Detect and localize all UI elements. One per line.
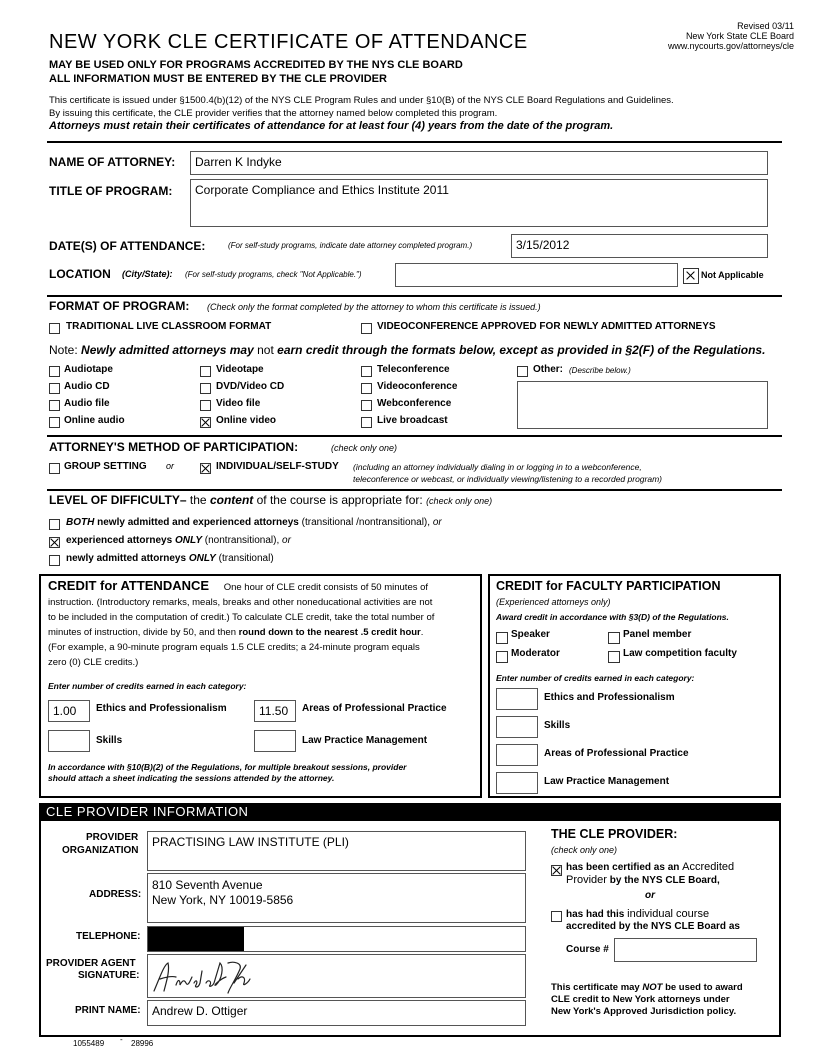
cert1-d: by the NYS CLE Board, <box>609 875 720 886</box>
credit-text-e: round down to the nearest .5 credit hour <box>238 627 421 638</box>
panel-member-checkbox[interactable] <box>608 632 620 644</box>
location-label: LOCATION <box>49 267 111 281</box>
intro-text-1: This certificate is issued under §1500.4(b)(12) of the NYS CLE Program Rules and under §10(B) of the NYS CLE Board Regulations and Guidelines. <box>49 95 674 106</box>
other-label: Other: <box>533 364 563 375</box>
audio-file-checkbox[interactable] <box>49 400 60 411</box>
panel-member-label: Panel member <box>623 629 692 640</box>
divider <box>47 489 782 491</box>
address-line-2: New York, NY 10019-5856 <box>152 893 294 907</box>
signature-label-1: PROVIDER AGENT <box>46 958 136 969</box>
difficulty-the: the <box>189 493 207 507</box>
difficulty-heading <box>49 493 492 507</box>
board-url: www.nycourts.gov/attorneys/cle <box>667 41 794 51</box>
revised-date: Revised 03/11 <box>737 21 794 31</box>
breakout-note-1: In accordance with §10(B)(2) of the Regulations, for multiple breakout sessions, provider <box>48 762 407 772</box>
dates-label: DATE(S) OF ATTENDANCE: <box>49 239 206 253</box>
cle-or: or <box>645 890 655 901</box>
subtitle-provider: ALL INFORMATION MUST BE ENTERED BY THE CLE PROVIDER <box>49 73 387 85</box>
group-setting-checkbox[interactable] <box>49 463 60 474</box>
cle-provider-heading: THE CLE PROVIDER: <box>551 827 678 841</box>
difficulty-rest: of the course is appropriate for: <box>256 493 423 507</box>
live-broadcast-checkbox[interactable] <box>361 417 372 428</box>
faculty-ethics-label: Ethics and Professionalism <box>544 692 675 703</box>
individual-note-2: teleconference or webcast, or individually viewing/listening to a recorded program) <box>353 474 662 484</box>
ethics-credits-label: Ethics and Professionalism <box>96 703 227 714</box>
divider <box>47 435 782 437</box>
format-note: (Check only the format completed by the attorney to whom this certificate is issued.) <box>207 302 541 312</box>
cert2-b: individual course <box>627 908 710 920</box>
video-file-checkbox[interactable] <box>200 400 211 411</box>
divider <box>47 295 782 297</box>
skills-credits-field[interactable] <box>48 730 90 752</box>
telephone-redaction <box>148 927 244 951</box>
videotape-label: Videotape <box>216 364 264 375</box>
lpm-credits-label: Law Practice Management <box>302 735 428 746</box>
faculty-heading: CREDIT for FACULTY PARTICIPATION <box>496 579 721 593</box>
credit-text-a: One hour of CLE credit consists of 50 minutes of <box>223 582 429 593</box>
cert1-c: Provider <box>566 874 607 886</box>
board-name: New York State CLE Board <box>685 31 794 41</box>
attorney-name-field[interactable]: Darren K Indyke <box>190 151 768 175</box>
check-mark-icon <box>686 271 697 282</box>
accredited-provider-checkbox[interactable] <box>551 865 562 876</box>
experienced-checkbox[interactable] <box>49 537 60 548</box>
videoconference2-label: Videoconference <box>377 381 458 392</box>
enter-credits-label: Enter number of credits earned in each category: <box>48 681 247 691</box>
faculty-lpm-label: Law Practice Management <box>544 776 670 787</box>
difficulty-content: content <box>209 493 254 507</box>
moderator-checkbox[interactable] <box>496 651 508 663</box>
signature-label-2: SIGNATURE: <box>78 970 140 981</box>
address-line-1: 810 Seventh Avenue <box>152 878 263 892</box>
credit-text-d: minutes of instruction, divide by 50, and then <box>48 627 237 638</box>
accredited-provider-label <box>566 861 766 887</box>
audio-cd-label: Audio CD <box>64 381 110 392</box>
signature-field[interactable] <box>147 954 526 998</box>
individual-checkbox[interactable] <box>200 463 211 474</box>
format-heading: FORMAT OF PROGRAM: <box>49 299 190 313</box>
individual-note-1: (including an attorney individually dialing in or logging in to a webconference, <box>353 462 642 472</box>
policy-a: This certificate may <box>551 982 640 993</box>
videoconference-checkbox[interactable] <box>361 323 372 334</box>
course-number-label: Course # <box>566 944 609 955</box>
lpm-credits-field[interactable] <box>254 730 296 752</box>
dates-field[interactable]: 3/15/2012 <box>511 234 768 258</box>
audiotape-checkbox[interactable] <box>49 366 60 377</box>
divider <box>47 141 782 143</box>
dvd-label: DVD/Video CD <box>216 381 285 392</box>
speaker-label: Speaker <box>511 629 550 640</box>
online-audio-checkbox[interactable] <box>49 417 60 428</box>
teleconference-checkbox[interactable] <box>361 366 372 377</box>
provider-org-field[interactable]: PRACTISING LAW INSTITUTE (PLI) <box>147 831 526 871</box>
note-prefix: Note: <box>49 343 78 357</box>
participation-heading: ATTORNEY'S METHOD OF PARTICIPATION: <box>49 440 299 454</box>
print-name-label: PRINT NAME: <box>75 1005 141 1016</box>
webconference-checkbox[interactable] <box>361 400 372 411</box>
policy-text <box>551 982 743 1018</box>
not-applicable-checkbox[interactable] <box>683 268 699 284</box>
participation-note: (check only one) <box>331 443 398 453</box>
live-broadcast-label: Live broadcast <box>377 415 448 426</box>
org-label-1: PROVIDER <box>86 832 139 843</box>
online-audio-label: Online audio <box>64 415 125 426</box>
experienced-text: experienced attorneys <box>66 535 173 546</box>
both-text: BOTH <box>66 517 95 528</box>
individual-label: INDIVIDUAL/SELF-STUDY <box>216 461 339 472</box>
policy-d: CLE credit to New York attorneys under <box>551 994 730 1005</box>
footer-id-2: 28996 <box>131 1039 154 1048</box>
faculty-skills-field[interactable] <box>496 716 538 738</box>
newly-transitional: (transitional) <box>218 553 274 564</box>
credit-text-f: . <box>420 627 424 638</box>
both-or: or <box>432 517 442 528</box>
audio-cd-checkbox[interactable] <box>49 383 60 394</box>
location-sub: (City/State): <box>122 269 173 279</box>
law-competition-checkbox[interactable] <box>608 651 620 663</box>
audio-file-label: Audio file <box>64 398 110 409</box>
law-competition-label: Law competition faculty <box>623 648 737 659</box>
online-video-label: Online video <box>216 415 277 426</box>
or-text: or <box>166 461 175 471</box>
policy-c: be used to award <box>665 982 743 993</box>
provider-banner-text: CLE PROVIDER INFORMATION <box>46 804 249 819</box>
footer-id-1: 1055489 <box>73 1039 105 1048</box>
online-video-checkbox[interactable] <box>200 417 211 428</box>
note-may: Newly admitted attorneys may <box>81 343 254 357</box>
both-label <box>66 517 442 528</box>
cert1-b: Accredited <box>682 861 735 873</box>
videoconference-label: VIDEOCONFERENCE APPROVED FOR NEWLY ADMITTED ATTORNEYS <box>377 321 716 332</box>
not-applicable-label: Not Applicable <box>701 270 764 280</box>
audiotape-label: Audiotape <box>64 364 113 375</box>
difficulty-level: LEVEL OF DIFFICULTY– <box>49 493 187 507</box>
note-not: not <box>257 343 274 357</box>
credit-text-g: (For example, a 90-minute program equals 1.5 CLE credits; a 24-minute program equals <box>48 642 420 653</box>
cert1-a: has been certified as an <box>566 862 680 873</box>
credit-text-c: to be included in the computation of credit.) To calculate CLE credit, take the total number of <box>48 612 435 623</box>
location-field[interactable] <box>395 263 678 287</box>
breakout-note-2: should attach a sheet indicating the sessions attended by the attorney. <box>48 773 335 783</box>
faculty-areas-field[interactable] <box>496 744 538 766</box>
location-note: (For self-study programs, check "Not Applicable.") <box>185 270 362 279</box>
program-title-field[interactable]: Corporate Compliance and Ethics Institute 2011 <box>190 179 768 227</box>
other-note: (Describe below.) <box>569 366 631 375</box>
traditional-label: TRADITIONAL LIVE CLASSROOM FORMAT <box>66 321 272 332</box>
address-label: ADDRESS: <box>89 889 142 900</box>
individual-course-label <box>566 908 776 933</box>
experienced-only: ONLY <box>174 535 202 546</box>
print-name-field[interactable]: Andrew D. Ottiger <box>147 1000 526 1026</box>
note-rest: earn credit through the formats below, except as provided in §2(F) of the Regulations. <box>277 343 766 357</box>
credit-text-h: zero (0) CLE credits.) <box>48 657 139 668</box>
both-transitional: (transitional /nontransitional), <box>301 517 431 528</box>
cert2-a: has had this <box>566 909 625 920</box>
subtitle-accredited: MAY BE USED ONLY FOR PROGRAMS ACCREDITED BY THE NYS CLE BOARD <box>49 59 463 71</box>
newly-admitted-checkbox[interactable] <box>49 555 60 566</box>
address-field[interactable] <box>147 873 526 923</box>
cle-provider-note: (check only one) <box>551 845 618 855</box>
telephone-label: TELEPHONE: <box>76 931 141 942</box>
group-setting-label: GROUP SETTING <box>64 461 147 472</box>
faculty-lpm-field[interactable] <box>496 772 538 794</box>
both-attorneys: newly admitted and experienced attorneys <box>97 517 299 528</box>
credit-attendance-text <box>48 578 480 670</box>
format-restriction-note <box>49 343 765 357</box>
traditional-checkbox[interactable] <box>49 323 60 334</box>
dvd-checkbox[interactable] <box>200 383 211 394</box>
areas-credits-label: Areas of Professional Practice <box>302 703 447 714</box>
experienced-nontransitional: (nontransitional), <box>204 535 280 546</box>
speaker-checkbox[interactable] <box>496 632 508 644</box>
newly-text: newly admitted attorneys <box>66 553 187 564</box>
program-label: TITLE OF PROGRAM: <box>49 184 173 198</box>
intro-text-2: By issuing this certificate, the CLE provider verifies that the attorney named below completed this program. <box>49 108 498 119</box>
course-number-field[interactable] <box>614 938 757 962</box>
difficulty-note: (check only one) <box>426 496 493 506</box>
experienced-label <box>66 535 291 546</box>
newly-only: ONLY <box>188 553 216 564</box>
credit-text-b: instruction. (Introductory remarks, meals, breaks and other noneducational activities are not <box>48 597 433 608</box>
credit-attendance-heading: CREDIT for ATTENDANCE <box>48 578 210 593</box>
intro-text-3: Attorneys must retain their certificates of attendance for at least four (4) years from the date of the program. <box>49 120 614 132</box>
faculty-ethics-field[interactable] <box>496 688 538 710</box>
teleconference-label: Teleconference <box>377 364 450 375</box>
moderator-label: Moderator <box>511 648 560 659</box>
areas-credits-field[interactable]: 11.50 <box>254 700 296 722</box>
policy-not: NOT <box>642 982 663 993</box>
policy-e: New York's Approved Jurisdiction policy. <box>551 1006 737 1017</box>
footer-dash: - <box>120 1035 123 1044</box>
skills-credits-label: Skills <box>96 735 123 746</box>
ethics-credits-field[interactable]: 1.00 <box>48 700 90 722</box>
videoconference2-checkbox[interactable] <box>361 383 372 394</box>
experienced-or: or <box>282 535 291 546</box>
page-title: NEW YORK CLE CERTIFICATE OF ATTENDANCE <box>49 31 528 53</box>
other-checkbox[interactable] <box>517 366 528 377</box>
newly-admitted-label <box>66 553 274 564</box>
videotape-checkbox[interactable] <box>200 366 211 377</box>
cert2-c: accredited by the NYS CLE Board as <box>566 921 740 932</box>
video-file-label: Video file <box>216 398 261 409</box>
name-label: NAME OF ATTORNEY: <box>49 155 176 169</box>
both-checkbox[interactable] <box>49 519 60 530</box>
org-label-2: ORGANIZATION <box>62 845 139 856</box>
dates-note: (For self-study programs, indicate date attorney completed program.) <box>228 241 473 250</box>
webconference-label: Webconference <box>377 398 452 409</box>
faculty-areas-label: Areas of Professional Practice <box>544 748 689 759</box>
other-description-field[interactable] <box>517 381 768 429</box>
faculty-skills-label: Skills <box>544 720 571 731</box>
faculty-sub: (Experienced attorneys only) <box>496 597 611 607</box>
faculty-award: Award credit in accordance with §3(D) of the Regulations. <box>496 612 729 622</box>
faculty-enter-label: Enter number of credits earned in each category: <box>496 673 695 683</box>
individual-course-checkbox[interactable] <box>551 911 562 922</box>
signature-image <box>150 957 260 997</box>
